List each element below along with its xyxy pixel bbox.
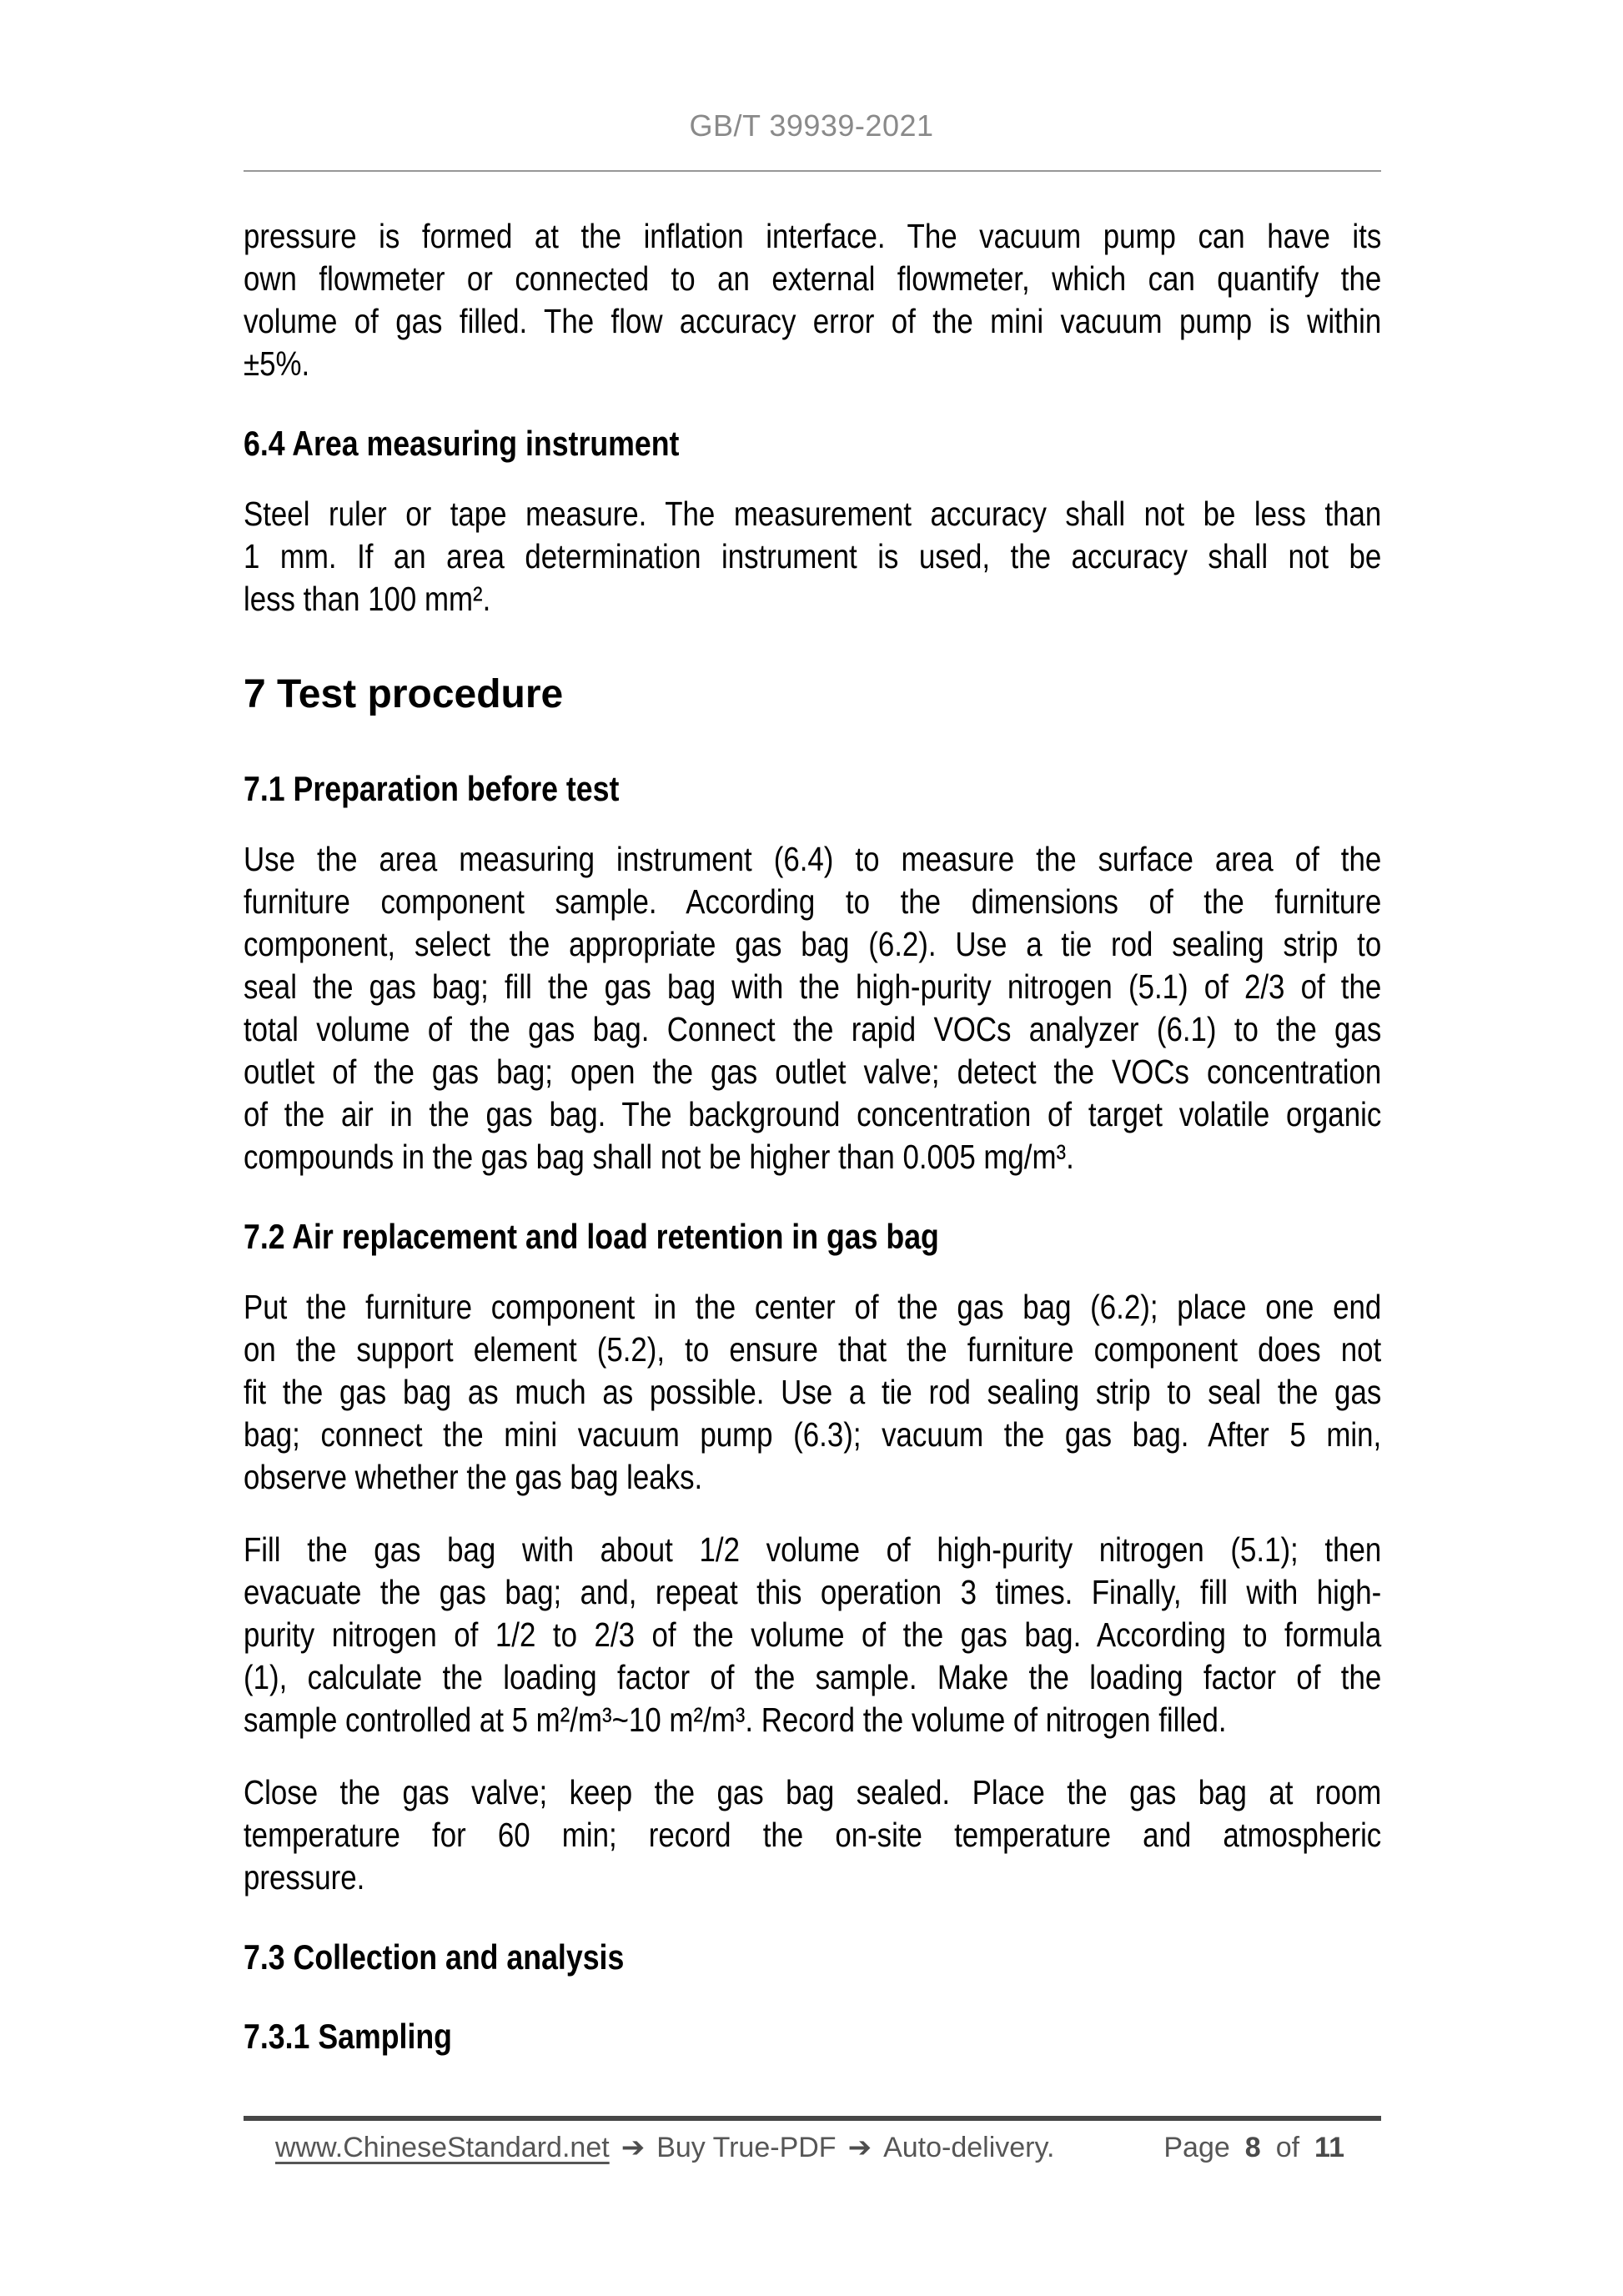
text-line: volume of gas filled. The flow accuracy error of the mini vacuum pump is within: [244, 302, 1382, 340]
text-line: Put the furniture component in the center of the gas bag (6.2); place one end: [244, 1288, 1382, 1326]
text-line: outlet of the gas bag; open the gas outlet valve; detect the VOCs concentration: [244, 1053, 1382, 1091]
text-line: Steel ruler or tape measure. The measurement accuracy shall not be less than: [244, 495, 1382, 533]
footer-divider: [244, 2116, 1381, 2121]
paragraph-fill-gas-bag: [244, 1529, 1381, 1741]
text-line: observe whether the gas bag leaks.: [244, 1458, 703, 1496]
section-heading-7-3-1: 7.3.1 Sampling: [244, 2017, 452, 2056]
paragraph-preparation: [244, 838, 1381, 1178]
total-pages: 11: [1314, 2132, 1344, 2163]
text-line: less than 100 mm².: [244, 580, 491, 618]
text-line: pressure.: [244, 1858, 365, 1897]
section-heading-7-1: 7.1 Preparation before test: [244, 769, 620, 808]
footer-promo: [244, 2129, 1054, 2166]
text-line: Fill the gas bag with about 1/2 volume of high-purity nitrogen (5.1); then: [244, 1530, 1382, 1569]
text-line: Close the gas valve; keep the gas bag sealed. Place the gas bag at room: [244, 1773, 1382, 1811]
paragraph-close-valve: [244, 1771, 1381, 1899]
text-line: fit the gas bag as much as possible. Use a tie rod sealing strip to seal the gas: [244, 1373, 1382, 1411]
site-link[interactable]: www.ChineseStandard.net: [275, 2132, 610, 2163]
text-line: seal the gas bag; fill the gas bag with the high-purity nitrogen (5.1) of 2/3 of the: [244, 967, 1382, 1006]
section-heading-7-3: 7.3 Collection and analysis: [244, 1937, 625, 1977]
text-column: [244, 172, 1381, 2057]
text-line: purity nitrogen of 1/2 to 2/3 of the volume of the gas bag. According to formula: [244, 1615, 1382, 1654]
page-label: Page: [1163, 2132, 1230, 2163]
text-line: bag; connect the mini vacuum pump (6.3); vacuum the gas bag. After 5 min,: [244, 1415, 1382, 1454]
chapter-heading-7: 7 Test procedure: [244, 672, 564, 716]
text-line: furniture component sample. According to the dimensions of the furniture: [244, 882, 1382, 921]
text-line: total volume of the gas bag. Connect the rapid VOCs analyzer (6.1) to the gas: [244, 1010, 1382, 1048]
page-number: 8: [1244, 2132, 1261, 2163]
text-line: evacuate the gas bag; and, repeat this operation 3 times. Finally, fill with high-: [244, 1573, 1382, 1611]
paragraph-vacuum-pump: [244, 215, 1381, 385]
text-line: own flowmeter or connected to an external flowmeter, which can quantify the: [244, 259, 1382, 298]
arrow-icon: ➔: [621, 2132, 646, 2163]
buy-text: Buy True-PDF: [656, 2132, 837, 2163]
text-line: 1 mm. If an area determination instrument is used, the accuracy shall not be: [244, 537, 1382, 575]
page-header: [0, 108, 1623, 143]
text-line: on the support element (5.2), to ensure that the furniture component does not: [244, 1330, 1382, 1369]
page-footer: [244, 2129, 1381, 2166]
text-line: component, select the appropriate gas bag (6.2). Use a tie rod sealing strip to: [244, 925, 1382, 963]
text-line: Use the area measuring instrument (6.4) to measure the surface area of the: [244, 840, 1382, 878]
delivery-text: Auto-delivery.: [883, 2132, 1055, 2163]
text-line: compounds in the gas bag shall not be higher than 0.005 mg/m³.: [244, 1138, 1074, 1176]
paragraph-steel-ruler: [244, 493, 1381, 620]
text-line: (1), calculate the loading factor of the sample. Make the loading factor of the: [244, 1658, 1382, 1696]
text-line: pressure is formed at the inflation interface. The vacuum pump can have its: [244, 217, 1382, 255]
section-heading-7-2: 7.2 Air replacement and load retention in gas bag: [244, 1217, 939, 1256]
document-body: [244, 172, 1381, 2086]
standard-number: GB/T 39939-2021: [689, 108, 934, 143]
of-label: of: [1275, 2132, 1300, 2163]
text-line: of the air in the gas bag. The background concentration of target volatile organic: [244, 1095, 1382, 1133]
arrow-icon: ➔: [847, 2132, 872, 2163]
paragraph-air-replacement: [244, 1286, 1381, 1499]
text-line: temperature for 60 min; record the on-site temperature and atmospheric: [244, 1816, 1382, 1854]
page-indicator: [1163, 2129, 1381, 2166]
text-line: sample controlled at 5 m²/m³~10 m²/m³. Record the volume of nitrogen filled.: [244, 1701, 1227, 1739]
section-heading-6-4: 6.4 Area measuring instrument: [244, 424, 680, 463]
text-line: ±5%.: [244, 344, 310, 383]
